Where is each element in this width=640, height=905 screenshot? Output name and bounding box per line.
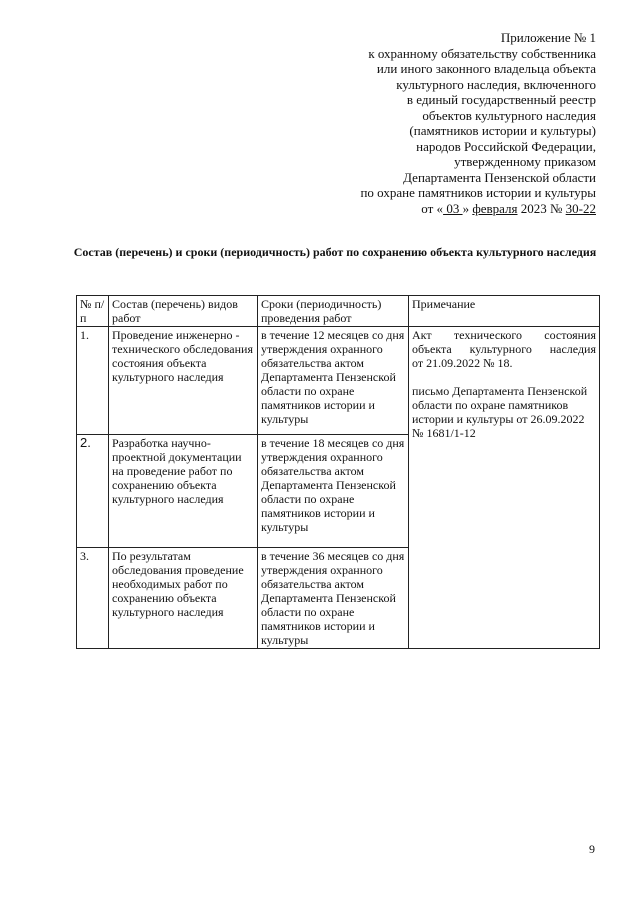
note-spacer [412,370,596,384]
row-number: 2. [77,435,109,548]
header-number: № п/п [77,296,109,327]
date-day: 03 [443,200,463,216]
appendix-line: или иного законного владельца объекта [376,61,596,76]
row-number: 1. [77,327,109,435]
row-term: в течение 12 месяцев со дня утверждения охранного обязательства актом Департамента Пензенской области по охране памятников истории и культуры [258,327,409,435]
note-act-line: от 21.09.2022 № 18. [412,356,513,370]
row-note [409,327,600,649]
appendix-line: утвержденному приказом [454,154,596,169]
appendix-line: народов Российской Федерации, [416,138,596,154]
appendix-line: Департамента Пензенской области [403,169,596,185]
appendix-line: объектов культурного наследия [422,107,596,123]
appendix-line: по охране памятников истории и культуры [360,185,596,200]
order-number: 30-22 [565,200,596,216]
note-letter: письмо Департамента Пензенской области по охране памятников истории и культуры от 26.09.2022 № 1681/1-12 [412,384,588,440]
note-act-line: объекта культурного наследия [412,342,596,356]
appendix-header [276,30,596,216]
row-work: По результатам обследования проведение необходимых работ по сохранению объекта культурного наследия [109,548,258,649]
header-work: Состав (перечень) видов работ [109,296,258,327]
header-note: Примечание [409,296,600,327]
appendix-date-line [276,201,596,217]
row-work: Проведение инженерно - технического обследования состояния объекта культурного наследия [109,327,258,435]
appendix-line: в единый государственный реестр [406,92,596,107]
works-table [76,295,600,649]
row-work: Разработка научно-проектной документации на проведение работ по сохранению объекта культурного наследия [109,435,258,548]
page-number: 9 [589,842,595,856]
appendix-line: культурного наследия, включенного [396,76,596,92]
date-month: февраля [472,200,518,216]
row-number: 3. [77,548,109,649]
date-mid: » [462,200,473,216]
table-row [77,327,600,435]
table-header-row [77,296,600,327]
appendix-line: к охранному обязательству собственника [368,45,596,61]
row-term: в течение 18 месяцев со дня утверждения охранного обязательства актом Департамента Пензенской области по охране памятников истории и культуры [258,435,409,548]
date-year: 2023 № [517,200,566,216]
appendix-line: (памятников истории и культуры) [409,123,596,138]
document-title: Состав (перечень) и сроки (периодичность) работ по сохранению объекта культурного наследия [73,245,597,259]
date-prefix: от « [421,200,444,216]
row-term: в течение 36 месяцев со дня утверждения охранного обязательства актом Департамента Пензенской области по охране памятников истории и культуры [258,548,409,649]
header-term: Сроки (периодичность) проведения работ [258,296,409,327]
appendix-line: Приложение № 1 [500,30,596,45]
note-act-line: Акт технического состояния [412,328,596,342]
